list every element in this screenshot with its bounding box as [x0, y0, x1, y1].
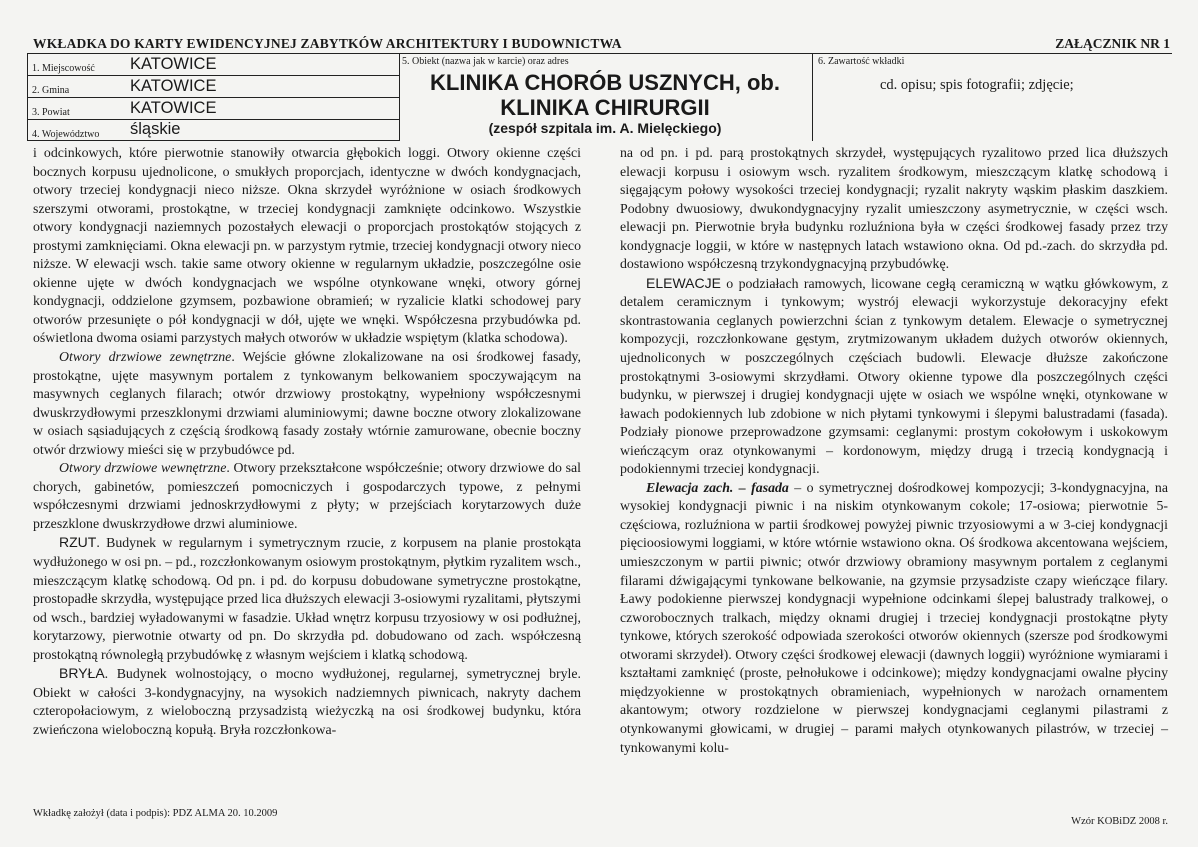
- footer-created-by: Wkładkę założył (data i podpis): PDZ ALMA 20. 10.2009: [33, 808, 278, 819]
- west-facade-text: – o symetrycznej dośrodkowej kompozycji; 3-kondygnacyjna, na wysokiej kondygnacji piwnic i na niskim otynkowanym cokole; 17-osiowa; pierwotnie 5-częściowa, rozluźniona w partii środkowej powyżej piwnic trzyosiowymi a w 3-ciej kondygnacji pięcioosiowymi loggiami, w które wtórnie wstawiono okna. Oś środkowa akcentowana wejściem, umieszczonym w partii piwnic; otwór drzwiowy obramiony masywnym portalem z ceglanymi filarami dźwigającymi tynkowane belkowanie, na gzymsie przysadziste czapy wieńczące filary. Ławy podokienne pierwszej kondygnacji wypełnione odcinkami ślepej balustrady tralkowej, o czworobocznych tralkach, między oknami drugiej i trzeciej kondygnacji prostokątne płyty tynkowe, których szerokość odpowiada szerokości otworów okiennych (szersze pod środkowymi otworami skrzydeł). Otwory części środkowej elewacji (dawnych loggii) wyróżnione wymiarami i kształtami zamknięć (proste, pełnołukowe i odcinkowe); między kondygnacjami owalne płyciny międzyokienne w prostokątnych obramieniach, wypełnionych w narożach ornamentem akantowym; otwory rozdzielone w pierwszej kondygnacjami ceglanymi pilastrami z otynkowanymi głowicami, w drugiej – parami małych otynkowanych pilastrów, w trzeciej – tynkowanymi kolu-: [620, 479, 1168, 755]
- right-paragraph-1: na od pn. i pd. parą prostokątnych skrzydeł, występujących ryzalitowo przed lica dłuższych elewacji korpusu i osiowym wsch. ryzalitem środkowym, mieszczącym klatkę schodową i sięgającym połowy wysokości trzeciej kondygnacji; ryzalit nakryty wąskim płaskim daszkiem. Podobny dwuosiowy, dwukondygnacyjny ryzalit umieszczony asymetrycznie, w części wsch. elewacji pn. Pierwotnie bryła budynku rozluźniona była w części środkowej fasady przez trzy kondygnacje loggii, w które w następnych latach wstawiono okna. Od pd.-zach. do skrzydła pd. dostawiono współczesną trzykondygnacyjną przybudówkę.: [620, 145, 1168, 272]
- object-subtitle: (zespół szpitala im. A. Mielęckiego): [488, 120, 722, 136]
- field-value-voivodeship: śląskie: [130, 120, 181, 138]
- interior-doors-text: . Otwory przekształcone współcześnie; otwory drzwiowe do sal chorych, gabinetów, pomieszczeń pomocniczych i gospodarczych typowe, z pełnymi współczesnymi drzwiami jednoskrzydłowymi z płyty; w przejściach korytarzowych duże przeszklone dwuskrzydłowe drzwi aluminiowe.: [33, 460, 581, 531]
- object-name-line-2: KLINIKA CHIRURGII: [500, 95, 710, 120]
- field-divider-3: [27, 119, 400, 120]
- plan-heading: RZUT: [59, 534, 97, 551]
- elevations-heading: ELEWACJE: [646, 274, 721, 291]
- right-paragraph-3: [620, 479, 1168, 757]
- field-label-voivodeship: 4. Województwo: [32, 129, 100, 140]
- massing-heading: BRYŁA: [59, 665, 105, 682]
- interior-doors-heading: Otwory drzwiowe wewnętrzne: [59, 460, 227, 476]
- field-label-commune: 2. Gmina: [32, 85, 70, 96]
- exterior-doors-heading: Otwory drzwiowe zewnętrzne: [59, 349, 232, 365]
- field-label-district: 3. Powiat: [32, 107, 70, 118]
- left-paragraph-3: [33, 459, 581, 533]
- field-value-locality: KATOWICE: [130, 55, 217, 73]
- object-label: 5. Obiekt (nazwa jak w karcie) oraz adres: [402, 56, 569, 67]
- contents-label: 6. Zawartość wkładki: [818, 56, 905, 67]
- field-value-district: KATOWICE: [130, 99, 217, 117]
- right-paragraph-2: [620, 274, 1168, 479]
- field-value-commune: KATOWICE: [130, 77, 217, 95]
- left-text-column: [33, 144, 581, 740]
- right-text-column: [620, 144, 1168, 757]
- plan-text: . Budynek w regularnym i symetrycznym rzucie, z korpusem na planie prostokąta wydłużonego w osi pn. – pd., rozczłonkowanym osiowym prostokątnym, płytkim ryzalitem wsch., mieszczącym klatkę schodową. Od pn. i pd. do korpusu dobudowane symetryczne prostokątne, prostopadłe skrzydła, występujące przed lica dłuższych elewacji 3-osiowymi ryzalitami, płytszymi od wsch., bardziej wyładowanymi w fasadzie. Układ wnętrz korpusu trzyosiowy w osi podłużnej, korytarzowy, pierwotnie otwarty od pn. Do skrzydła pd. dobudowano od zach. współczesną prostokątną równoległą przybudówkę z własnym wejściem i klatką schodową.: [33, 535, 581, 662]
- object-contents-divider: [812, 53, 813, 141]
- footer-template: Wzór KOBiDZ 2008 r.: [1071, 816, 1168, 827]
- page-title: WKŁADKA DO KARTY EWIDENCYJNEJ ZABYTKÓW ARCHITEKTURY I BUDOWNICTWA: [33, 36, 622, 51]
- object-name-line-1: KLINIKA CHORÓB USZNYCH, ob.: [430, 70, 780, 95]
- exterior-doors-text: . Wejście główne zlokalizowane na osi środkowej fasady, prostokątne, ujęte masywnym portalem z tynkowanym belkowaniem spoczywającym na masywnych ceglanych filarach; otwór drzwiowy prostokątny, wypełniony współczesnymi dwuskrzydłowymi przeszklonymi drzwiami aluminiowymi; dawne boczne otwory zlokalizowane w osiach sąsiadujących z częścią środkową fasady zostały wtórnie zamurowane, obecnie boczny otwór drzwiowy mieści się w przybudówce pd.: [33, 349, 581, 457]
- field-divider-2: [27, 97, 400, 98]
- left-paragraph-4: [33, 533, 581, 664]
- field-label-locality: 1. Miejscowość: [32, 63, 95, 74]
- left-paragraph-2: [33, 348, 581, 459]
- massing-text: . Budynek wolnostojący, o mocno wydłużonej, regularnej, symetrycznej bryle. Obiekt w całości 3-kondygnacyjny, na wysokich nadziemnych piwnicach, nakryty dachem czteropołaciowym, z wieloboczną przysadzistą wieżyczką na osi środkowej budynku, która zwieńczona wieloboczną kopułą. Bryła rozczłonkowa-: [33, 666, 581, 737]
- left-paragraph-5: [33, 664, 581, 739]
- box-left-border: [27, 53, 28, 141]
- left-paragraph-1: i odcinkowych, które pierwotnie stanowiły otwarcia głębokich loggi. Otwory okienne części bocznych korpusu ujednolicone, o smukłych proporcjach, identyczne w dwóch kondygnacjach, otwory trzeciej kondygnacji nieco niższe. Okna skrzydeł wyróżnione w osiach środkowych szerszymi otworami, prostokątne, w trzeciej kondygnacji zamknięte odcinkowo. Wszystkie otwory kondygnacji naziemnych pozostałych elewacji o proporcjach prostokątów stojących z prostymi zamknięciami. Okna elewacji pn. w parzystym rytmie, trzeciej kondygnacji otwory nieco niższe. W elewacji wsch. takie same otwory okienne w regularnym układzie, poszczególne osie okienne ujęte w dwóch kondygnacjach we wspólne otynkowane wnęki, otwory górnej kondygnacji, oddzielone gzymsem, pozbawione obramień; w ryzalicie klatki schodowej pary otworów przesunięte o pół kondygnacji w dół, ujęte we wnęki. Współczesna przybudówka pd. oświetlona dwoma osiami parzystych małych otworów w układzie wspiętym (klatka schodowa).: [33, 145, 581, 346]
- header-top-border: [27, 53, 1172, 54]
- annex-label: ZAŁĄCZNIK NR 1: [1055, 36, 1170, 51]
- field-divider-1: [27, 75, 400, 76]
- contents-value: cd. opisu; spis fotografii; zdjęcie;: [880, 77, 1074, 93]
- elevations-text: o podziałach ramowych, licowane cegłą ceramiczną w wątku główkowym, z detalem ceramicznym i tynkowym; wystrój elewacji wykorzystuje dekoracyjny efekt skontrastowania ceglanych powierzchni ścian z tynkowym detalem. Elewacje o symetrycznej kompozycji, rozczłonkowane gęstym, zrytmizowanym układem dużych otworów okiennych, ujednoliconych w poszczególnych częściach budowli. Elewacje dłuższe zakończone prostokątnymi 3-osiowymi skrzydłami. Otwory okienne typowe dla poszczególnych części budynku, w pierwszej i drugiej kondygnacji ujęte w osiach we wspólne wnęki, otynkowane w ławach podokiennych lub zdobione w nich płytami tynkowymi i ślepymi balustradami (fasada). Podziały pionowe przeprowadzone gzymsami: ceglanymi: prostym cokołowym i uskokowym wieńczącym oraz otynkowanymi – kordonowym, między drugą i trzecią kondygnacją i podokiennymi trzeciej kondygnacji.: [620, 275, 1168, 477]
- west-facade-heading: Elewacja zach. – fasada: [646, 479, 789, 495]
- header-bottom-border: [27, 140, 400, 141]
